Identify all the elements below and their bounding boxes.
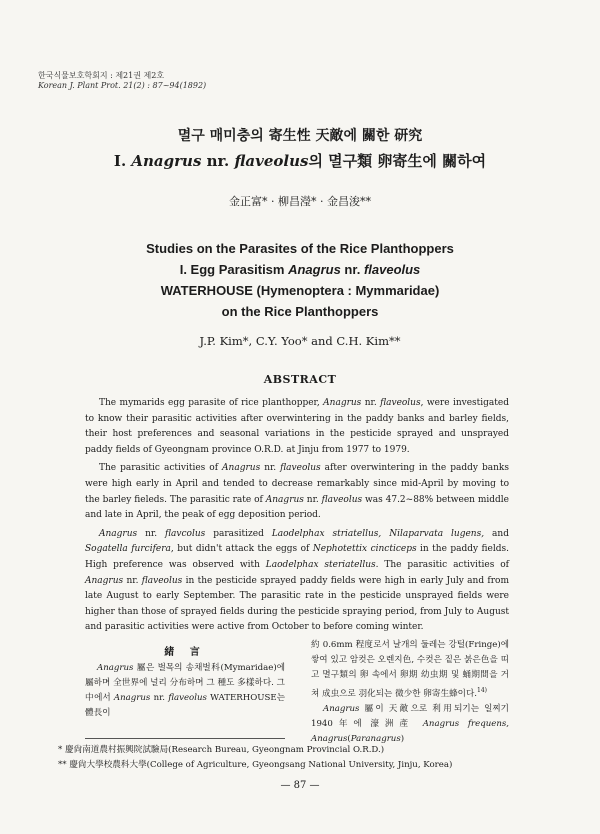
reference-superscript: 14) (477, 687, 487, 694)
abstract-paragraph-3: Anagrus nr. flavcolus parasitized Laodelphax striatellus, Nilaparvata lugens, and Sogatella furcifera, but didn't attack the eggs of Nephotettix cincticeps in the paddy fields. High preference was observed with Laodelphax steriatellus. The parasitic activities of Anagrus nr. flaveolus in the pesticide sprayed paddy fields were high in early July and from late August to early September. The parasitic rate in the pesticide unsprayed fields were higher than those of sprayed fields during the pesticide spraying period, from July to August and parasitic activities were active from October to before coming winter. (85, 528, 510, 633)
korean-title-nr: nr. (201, 152, 235, 170)
korean-title-species: flaveolus (234, 152, 309, 170)
korean-title-line2 (0, 150, 600, 171)
korean-authors: 金正富* · 柳昌瀅* · 金昌浚** (229, 195, 371, 208)
introduction-paragraph-2: Anagrus 屬이 天敵으로 利用되기는 일찌기 1940年에 濠洲產 Anagrus frequens, Anagrus(Paranagrus) (311, 703, 509, 744)
korean-title-suffix: 의 멸구類 卵寄生에 關하여 (308, 152, 487, 170)
english-title-line2-prefix: I. Egg Parasitism (179, 262, 289, 277)
journal-citation (38, 71, 206, 91)
abstract-body (85, 396, 509, 639)
introduction-left-column (85, 661, 285, 721)
english-title-species: flaveolus (363, 262, 421, 277)
introduction-paragraph-1: Anagrus 屬은 벌목의 송채벌科(Mymaridae)에 屬하며 全世界에 널리 分布하며 그 種도 多樣하다. 그 中에서 Anagrus nr. flaveolus WATERHOUSE는 體長이 (85, 663, 285, 718)
english-authors: J.P. Kim*, C.Y. Yoo* and C.H. Kim** (199, 334, 401, 348)
english-title (0, 238, 600, 322)
introduction-heading: 緒 言 (164, 647, 206, 658)
abstract-paragraph-2: The parasitic activities of Anagrus nr. flaveolus after overwintering in the paddy banks were high early in April and tended to decrease remarkably since mid-April by moving to the barley fieleds. The parasitic rate of Anagrus nr. flaveolus was 47.2~88% between middle and late in April, the peak of egg deposition period. (85, 463, 509, 521)
english-title-line3: WATERHOUSE (Hymenoptera : Mymmaridae) (160, 283, 440, 298)
english-title-line1: Studies on the Parasites of the Rice Planthoppers (146, 241, 454, 256)
english-title-line2 (0, 259, 600, 280)
introduction-right-column (311, 638, 509, 747)
footnote-2: ** 慶尙大學校農科大學(College of Agriculture, Gyeongsang National University, Jinju, Korea) (58, 760, 453, 770)
abstract-heading: ABSTRACT (263, 373, 337, 386)
introduction-paragraph-continued: 約 0.6mm 程度로서 날개의 둘레는 강털(Fringe)에 쌓여 있고 암컷은 오렌지色, 수컷은 짙은 붉은色을 띠고 멸구類의 卵 속에서 卵期 幼虫期 및 蛹期間을 거쳐 成虫으로 羽化되는 微少한 卵寄生蜂이다.$^{14)}$ (311, 640, 509, 699)
journal-line-english: Korean J. Plant Prot. 21(2) : 87~94(1892) (38, 81, 207, 90)
page-number: — 87 — (280, 780, 320, 791)
abstract-paragraph-1: The mymarids egg parasite of rice planthopper, Anagrus nr. flaveolus, were investigated to know their parasitic activities after overwintering in the paddy banks and barley fields, their host preferences and seasonal variations in the pesticide sprayed and unsprayed paddy fields of Gyeongnam province O.R.D. at Jinju from 1977 to 1979. (85, 398, 509, 455)
english-title-line4: on the Rice Planthoppers (221, 304, 379, 319)
footnotes (58, 743, 528, 773)
english-title-genus: Anagrus (288, 262, 341, 277)
footnote-divider (85, 738, 285, 739)
korean-title-line1: 멸구 매미충의 寄生性 天敵에 關한 研究 (177, 128, 423, 144)
korean-title-prefix: I. (113, 152, 132, 170)
korean-title-genus: Anagrus (131, 152, 202, 170)
english-title-nr: nr. (340, 262, 364, 277)
journal-line-korean: 한국식물보호학회지 : 제21권 제2호 (38, 71, 165, 80)
footnote-1: * 慶尙南道農村振興院試驗局(Research Bureau, Gyeongnam Provincial O.R.D.) (58, 745, 385, 755)
